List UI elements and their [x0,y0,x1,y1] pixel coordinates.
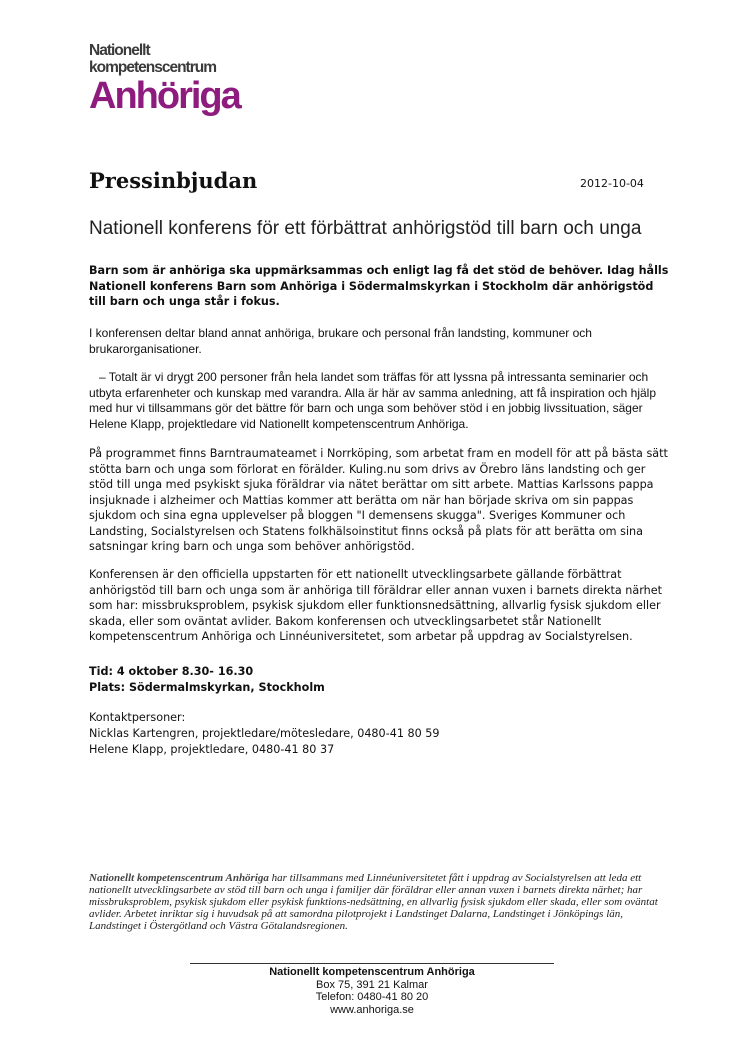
logo-line-2: kompetenscentrum [89,59,216,76]
contacts-label: Kontaktpersoner: [89,711,186,724]
footer-divider [190,963,554,964]
footer-body: har tillsammans med Linnéuniversitetet fått i uppdrag av Socialstyrelsen att leda ett nationellt utvecklingsarbete av stöd till barn och unga i familjer där föräldrar eller annan vuxen i barnets direkta närhet; har missbruksproblem, psykisk sjukdom eller psykisk funktions-nedsättning, en allvarlig fysisk sjukdom eller skada, eller som oväntat avlider. Arbetet inriktar sig i huvudsak på att samordna pilotprojekt i Landstinget Dalarna, Landstinget i Jönköpings län, Landstinget i Östergötland och Västra Götalandsregionen. [89,872,658,932]
footer-web-link[interactable]: www.anhoriga.se [330,1003,414,1016]
logo [89,42,240,116]
event-time: Tid: 4 oktober 8.30- 16.30 [89,665,254,678]
footer-phone: Telefon: 0480-41 80 20 [315,991,429,1003]
page-title: Pressinbjudan [89,168,258,193]
logo-line-3: Anhöriga [89,75,240,117]
logo-line-1: Nationellt [89,42,150,59]
footer-box: Box 75, 391 21 Kalmar [316,978,428,991]
footer-address [190,966,554,1016]
event-place: Plats: Södermalmskyrkan, Stockholm [89,681,325,694]
quote-paragraph: – Totalt är vi drygt 200 personer från hela landet som träffas för att lyssna på intressanta seminarier och utbyta erfarenheter och kunskap med varandra. Alla är här av samma anledning, att få inspiration och hjälp med hur vi tillsammans gör det bättre för barn och unga som behöver stöd i en jobbig livssituation, säger Helene Klapp, projektledare vid Nationellt kompetenscentrum Anhöriga. [89,370,656,431]
contact-2: Helene Klapp, projektledare, 0480-41 80 37 [89,743,335,756]
footer-org: Nationellt kompetenscentrum Anhöriga [269,966,475,978]
paragraph-3: Konferensen är den officiella uppstarten för ett nationellt utvecklingsarbete gällande förbättrat anhörigstöd till barn och unga som är anhöriga till föräldrar eller annan vuxen i barnets direkta närhet som har: missbruksproblem, psykisk sjukdom eller funktionsnedsättning, allvarlig fysisk sjukdom eller skada, eller som oväntat avlider. Bakom konferensen och utvecklingsarbetet står Nationellt kompetenscentrum Anhöriga och Linnéuniversitetet, som arbetar på uppdrag av Socialstyrelsen. [89,568,662,643]
contact-1: Nicklas Kartengren, projektledare/mötesledare, 0480-41 80 59 [89,727,440,740]
subtitle: Nationell konferens för ett förbättrat anhörigstöd till barn och unga [89,218,642,239]
paragraph-2: På programmet finns Barntraumateamet i Norrköping, som arbetat fram en modell för att på bästa sätt stötta barn och unga som förlorat en förälder. Kuling.nu som drivs av Örebro läns landsting och ger stöd till unga med psykiskt sjuka föräldrar via nätet berättar om sitt arbete. Mattias Karlssons pappa insjuknade i alzheimer och Mattias kommer att berätta om när han började skriva om sin pappas sjukdom och sina egna upplevelser på bloggen "I demensens skugga". Sveriges Kommuner och Landsting, Socialstyrelsen och Statens folkhälsoinstitut finns också på plats för att berätta om sina satsningar kring barn och unga som behöver anhörigstöd. [89,447,668,553]
intro-paragraph: Barn som är anhöriga ska uppmärksammas och enligt lag få det stöd de behöver. Idag hålls Nationell konferens Barn som Anhöriga i Södermalmskyrkan i Stockholm där anhörigstöd till barn och unga står i fokus. [89,264,669,308]
footer-lead: Nationellt kompetenscentrum Anhöriga [89,872,269,884]
footer-description [89,872,669,932]
paragraph-1: I konferensen deltar bland annat anhöriga, brukare och personal från landsting, kommuner och brukarorganisationer. [89,326,592,356]
date: 2012-10-04 [580,177,644,190]
